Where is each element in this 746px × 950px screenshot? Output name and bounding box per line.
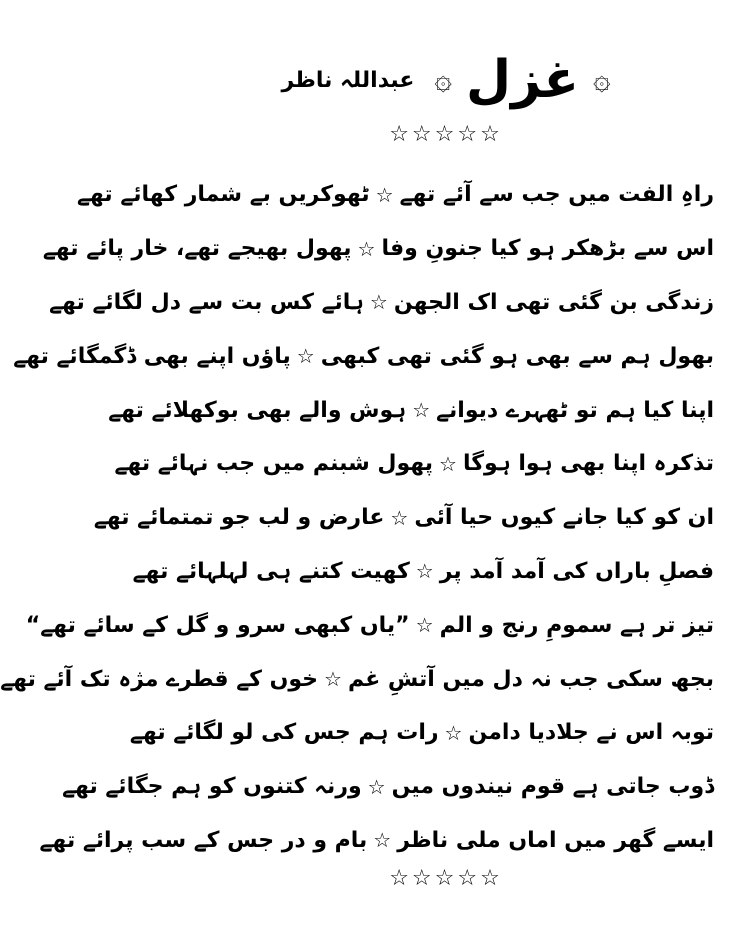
couplet [0, 652, 714, 706]
star-separator-icon: ☆ [412, 398, 431, 423]
couplet [62, 760, 714, 814]
couplet-first-line: بھول ہم سے بھی ہو گئی تھی کبھی [320, 343, 714, 369]
couplet-second-line: ٹھوکریں بے شمار کھائے تھے [77, 182, 370, 208]
stars-divider-top: ☆☆☆☆☆ [389, 122, 503, 147]
couplet-second-line: عارض و لب جو تمتمائے تھے [93, 505, 385, 531]
couplet-first-line: ان کو کیا جانے کیوں حیا آئی [414, 505, 714, 531]
page-title: غزل [466, 50, 579, 110]
header [146, 40, 746, 120]
couplet-second-line: کھیت کتنے ہی لہلہائے تھے [132, 558, 410, 584]
couplet-list [0, 168, 714, 867]
couplet [49, 276, 714, 330]
couplet [39, 814, 714, 868]
star-separator-icon: ☆ [296, 344, 315, 369]
couplet-first-line: اس سے بڑھکر ہو کیا جنونِ وفا [381, 236, 714, 262]
couplet-second-line: ”یاں کبھی سرو و گل کے سائے تھے“ [25, 612, 410, 638]
couplet-second-line: خوں کے قطرے مژہ تک آئے تھے [0, 666, 319, 692]
couplet-second-line: پھول شبنم میں جب نہائے تھے [114, 451, 434, 477]
couplet-second-line: بام و در جس کے سب پرائے تھے [39, 827, 368, 853]
author-name: عبداللہ ناظر [281, 67, 415, 93]
couplet-first-line: تذکرہ اپنا بھی ہوا ہوگا [462, 451, 714, 477]
star-separator-icon: ☆ [369, 290, 388, 315]
couplet [42, 222, 714, 276]
star-separator-icon: ☆ [415, 559, 434, 584]
star-separator-icon: ☆ [439, 451, 457, 476]
star-separator-icon: ☆ [415, 613, 434, 638]
couplet-first-line: راہِ الفت میں جب سے آئے تھے [399, 182, 714, 208]
couplet [25, 598, 714, 652]
couplet [77, 168, 714, 222]
couplet [13, 329, 714, 383]
couplet [114, 437, 714, 491]
couplet-second-line: ہوش والے بھی بوکھلائے تھے [108, 397, 407, 423]
couplet-first-line: بجھ سکی جب نہ دل میں آتشِ غم [347, 666, 714, 692]
star-separator-icon: ☆ [375, 182, 394, 207]
couplet [108, 383, 714, 437]
couplet-second-line: پھول بھیجے تھے، خار پائے تھے [42, 236, 352, 262]
star-separator-icon: ☆ [367, 774, 386, 799]
star-separator-icon: ☆ [390, 505, 409, 530]
couplet-first-line: ایسے گھر میں اماں ملی ناظر [397, 827, 714, 853]
couplet-second-line: رات ہم جس کی لو لگائے تھے [129, 720, 439, 746]
couplet-second-line: پاؤں اپنے بھی ڈگمگائے تھے [13, 343, 291, 369]
couplet-second-line: ورنہ کتنوں کو ہم جگائے تھے [62, 774, 362, 800]
couplet [132, 545, 714, 599]
couplet-first-line: اپنا کیا ہم تو ٹھہرے دیوانے [436, 397, 714, 423]
star-separator-icon: ☆ [324, 667, 342, 692]
star-separator-icon: ☆ [373, 828, 392, 853]
star-separator-icon: ☆ [357, 236, 376, 261]
star-separator-icon: ☆ [444, 720, 463, 745]
couplet [129, 706, 714, 760]
couplet-first-line: زندگی بن گئی تھی اک الجھن [393, 289, 714, 315]
couplet-first-line: توبہ اس نے جلادیا دامن [468, 720, 714, 746]
ornament-left: ۞ [434, 62, 452, 97]
couplet-second-line: ہائے کس بت سے دل لگائے تھے [49, 289, 364, 315]
couplet-first-line: ڈوب جاتی ہے قوم نیندوں میں [391, 774, 714, 800]
couplet-first-line: فصلِ باراں کی آمد آمد پر [439, 558, 714, 584]
couplet [93, 491, 714, 545]
stars-divider-bottom: ☆☆☆☆☆ [389, 866, 503, 891]
ornament-right: ۞ [593, 62, 611, 97]
couplet-first-line: تیز تر ہے سمومِ رنج و الم [439, 612, 714, 638]
